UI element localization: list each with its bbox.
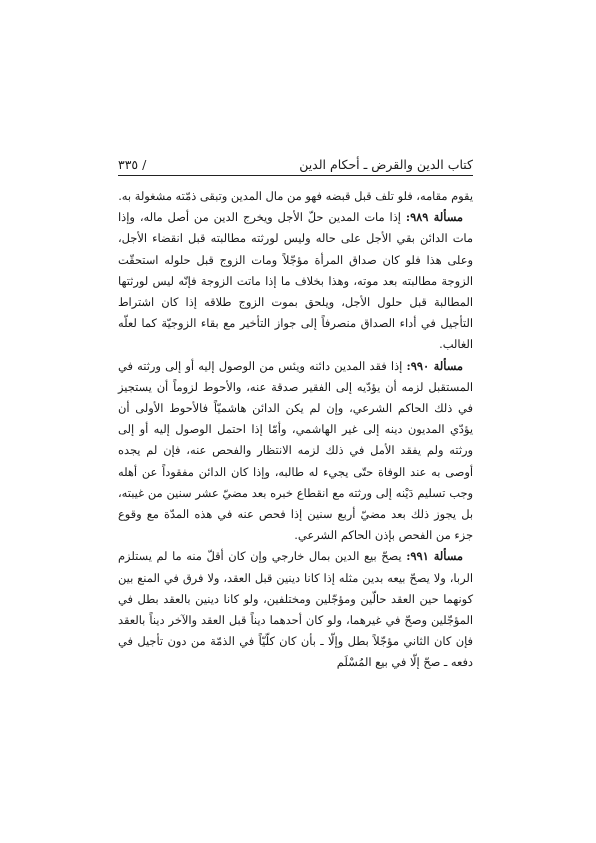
paragraph-issue-989 <box>118 207 473 355</box>
paragraph-text: يصحّ بيع الدين بمال خارجي وإن كان أقلّ منه ما لم يستلزم الربا، ولا يصحّ بيعه بدين مثله إذا كانا دينين قبل العقد، ولا فرق في المنع بين كونهما حين العقد حالّين ومؤجّلين ومختلفين، ولو كانا دينين بالعقد بطل في المؤجّلين وصحّ في غيرهما، ولو كان أحدهما ديناً قبل العقد والآخر ديناً بالعقد فإن كان الثاني مؤجّلاً بطل وإلّا ـ بأن كان كلّيّاً في الذمّة من دون تأجيل في دفعه ـ صحّ إلّا في بيع المُسْلَم <box>118 549 473 670</box>
paragraph-issue-991 <box>118 546 473 673</box>
issue-label: مسألة ٩٩١: <box>406 549 463 564</box>
running-header <box>118 150 473 176</box>
paragraph-text: إذا مات المدين حلّ الأجل ويخرج الدين من أصل ماله، وإذا مات الدائن بقي الأجل على حاله وليس لورثته مطالبته قبل انقضاء الأجل، وعلى هذا فلو كان صداق المرأة مؤجّلاً ومات الزوج قبل حلوله استحقّت الزوجة مطالبته بعد موته، وهذا بخلاف ما إذا ماتت الزوجة فإنّه ليس لورثتها المطالبة قبل حلول الأجل، ويلحق بموت الزوج طلاقه إذا كان اشتراط التأجيل في أداء الصداق منصرفاً إلى جواز التأخير مع بقاء الزوجيّة كما لعلّه الغالب. <box>118 210 473 352</box>
paragraph-text: يقوم مقامه، فلو تلف قبل قبضه فهو من مال المدين وتبقى ذمّته مشغولة به. <box>118 189 473 203</box>
page-number: ٣٣٥ <box>118 157 139 172</box>
issue-label: مسألة ٩٩٠: <box>406 358 463 373</box>
body-text <box>118 186 473 674</box>
issue-label: مسألة ٩٨٩: <box>405 210 463 225</box>
header-page-info <box>118 157 146 172</box>
paragraph-issue-990 <box>118 356 473 547</box>
header-separator: / <box>142 157 147 172</box>
paragraph-text: إذا فقد المدين دائنه ويئس من الوصول إليه أو إلى ورثته في المستقبل لزمه أن يؤدّيه إلى الفقير صدقة عنه، والأحوط لزوماً أن يستجيز في ذلك الحاكم الشرعي، وإن لم يكن الدائن هاشميّاً فالأحوط الأولى أن يؤدّي المديون دينه إلى غير الهاشمي، وأمّا إذا احتمل الوصول إليه أو إلى ورثته ولم يفقد الأمل في ذلك لزمه الانتظار والفحص عنه، فإن لم يجده أوصى به عند الوفاة حتّى يجيء له طالبه، وإذا كان الدائن مفقوداً عن أهله وجب تسليم دَيْنه إلى ورثته مع انقطاع خبره بعد مضيّ عشر سنين من غيبته، بل يجوز ذلك بعد مضيّ أربع سنين إذا فحص عنه في هذه المدّة مع وقوع جزء من الفحص بإذن الحاكم الشرعي. <box>118 358 473 543</box>
header-title: كتاب الدين والقرض ـ أحكام الدين <box>299 157 473 172</box>
paragraph-continuation <box>118 186 473 207</box>
